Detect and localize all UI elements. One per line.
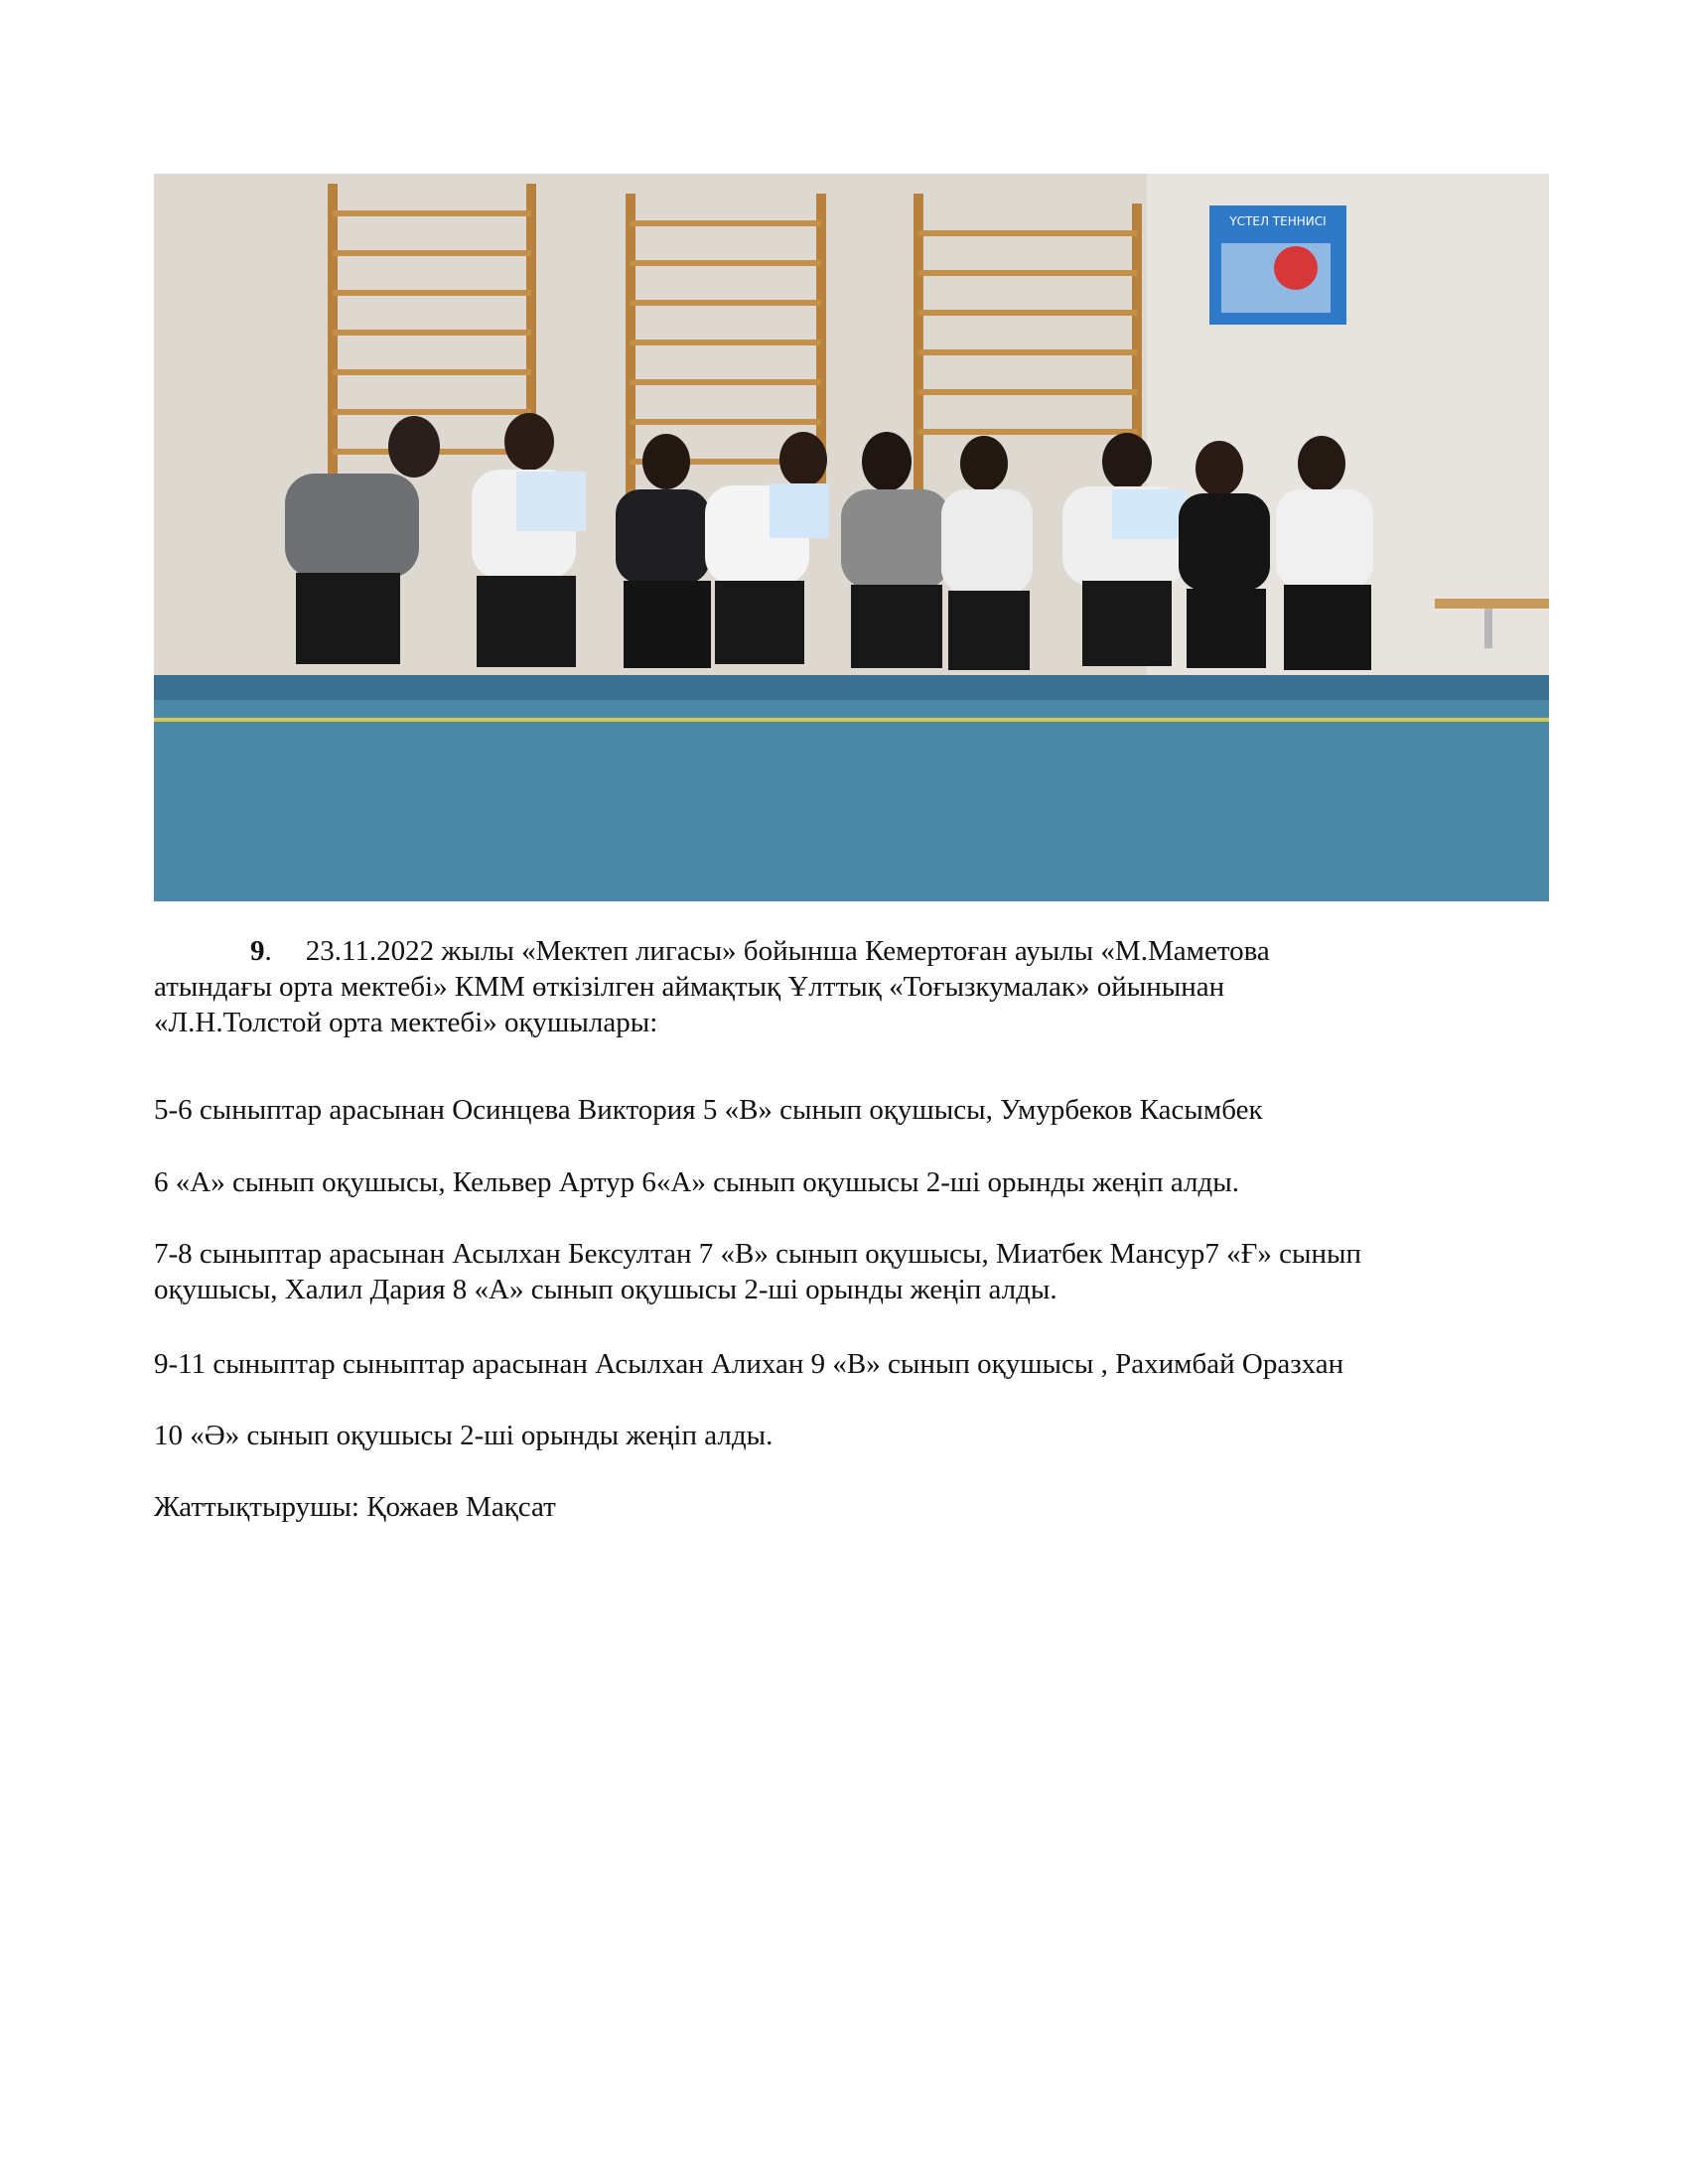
- paragraph-grades-9-11-continued: 10 «Ә» сынып оқушысы 2-ші орынды жеңіп алды.: [154, 1420, 774, 1451]
- item-number: 9: [250, 935, 265, 967]
- intro-line-1-text: 23.11.2022 жылы «Мектеп лигасы» бойынша Кемертоған ауылы «М.Маметова: [305, 935, 1270, 967]
- coach-line: Жаттықтырушы: Қожаев Мақсат: [154, 1491, 556, 1523]
- paragraph-grades-7-8-line-1: 7-8 сыныптар арасынан Асылхан Бексултан 7 «В» сынып оқушысы, Миатбек Мансур7 «Ғ» сынып: [154, 1238, 1361, 1270]
- paragraph-grades-9-11: 9-11 сыныптар сыныптар арасынан Асылхан Алихан 9 «В» сынып оқушысы , Рахимбай Оразхан: [154, 1348, 1344, 1380]
- paragraph-grades-7-8: [154, 1236, 1549, 1307]
- item-number-suffix: .: [264, 935, 272, 967]
- intro-line-2: атындағы орта мектебі» КММ өткізілген аймақтық Ұлттық «Тоғызкумалак» ойынынан: [154, 971, 1225, 1003]
- sign-text: ҮСТЕЛ ТЕННИСІ: [1229, 214, 1327, 228]
- intro-line-1: [154, 933, 1549, 969]
- paragraph-grades-5-6: 5-6 сыныптар арасынан Осинцева Виктория 5 «В» сынып оқушысы, Умурбеков Касымбек: [154, 1094, 1263, 1126]
- intro-paragraph: [154, 933, 1549, 1040]
- group-photo-illustration: [154, 174, 1549, 901]
- intro-line-3: «Л.Н.Толстой орта мектебі» оқушылары:: [154, 1007, 658, 1038]
- group-photo: [154, 174, 1549, 901]
- paragraph-grades-7-8-line-2: оқушысы, Халил Дария 8 «А» сынып оқушысы 2-ші орынды жеңіп алды.: [154, 1274, 1057, 1305]
- paragraph-grades-5-6-continued: 6 «А» сынып оқушысы, Кельвер Артур 6«А» сынып оқушысы 2-ші орынды жеңіп алды.: [154, 1166, 1239, 1198]
